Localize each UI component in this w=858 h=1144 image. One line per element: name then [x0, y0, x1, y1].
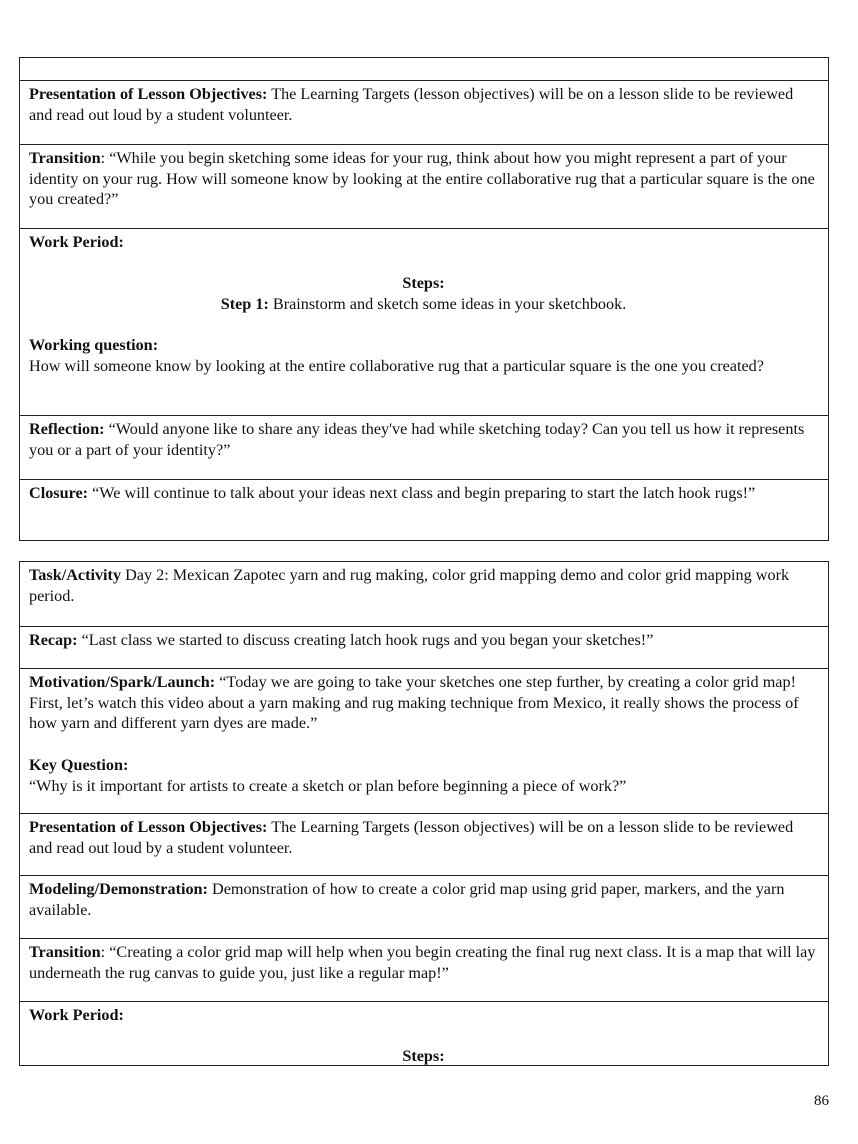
- step-label: Step 1:: [220, 295, 269, 314]
- steps-heading: Steps:: [402, 274, 445, 293]
- steps-heading: Steps:: [402, 1047, 445, 1066]
- row-label: Work Period:: [29, 233, 124, 251]
- row-label: Transition: [29, 943, 101, 961]
- day-text: Day 2: [121, 566, 165, 584]
- work-period-row: [20, 1001, 828, 1064]
- row-label: Work Period:: [29, 1006, 124, 1024]
- row-text: : Mexican Zapotec yarn and rug making, color grid mapping demo and color grid mapping work period.: [29, 566, 790, 605]
- transition-row: [20, 938, 828, 1001]
- working-question-text: How will someone know by looking at the entire collaborative rug that a particular square is the one you created?: [29, 357, 764, 376]
- recap-row: [20, 626, 828, 668]
- row-text: The Learning Targets (lesson objectives) will be on a lesson slide to be reviewed and read out loud by a student volunteer.: [29, 85, 794, 124]
- row-text: “Last class we started to discuss creating latch hook rugs and you began your sketches!”: [77, 631, 654, 649]
- row-text: “We will continue to talk about your ideas next class and begin preparing to start the latch hook rugs!”: [88, 484, 756, 502]
- row-label: Task/Activity: [29, 566, 122, 584]
- empty-header-row: [20, 58, 828, 80]
- row-label: Closure:: [29, 484, 89, 502]
- modeling-demonstration-row: [20, 875, 828, 938]
- key-question-text: “Why is it important for artists to create a sketch or plan before beginning a piece of work?”: [29, 776, 627, 795]
- page-number: 86: [814, 1093, 829, 1109]
- row-text: “Today we are going to take your sketches one step further, by creating a color grid map! First, let’s watch this video about a yarn making and rug making technique from Mexico, it really shows the process of how yarn and different yarn dyes are made.”: [29, 673, 799, 733]
- row-label: Recap:: [29, 631, 78, 649]
- closure-row: [20, 479, 828, 539]
- row-label: Presentation of Lesson Objectives:: [29, 818, 268, 836]
- key-question-label: Key Question:: [29, 755, 129, 774]
- lesson-table-day2: [19, 561, 829, 1066]
- row-label: Modeling/Demonstration:: [29, 880, 208, 898]
- step-text: Brainstorm and sketch some ideas in your sketchbook.: [268, 295, 627, 314]
- work-period-row: [20, 228, 828, 415]
- row-label: Transition: [29, 149, 101, 167]
- step-1: [29, 294, 818, 315]
- row-label: Reflection:: [29, 420, 105, 438]
- working-question-label: Working question:: [29, 336, 159, 355]
- row-text: : “While you begin sketching some ideas for your rug, think about how you might represent a part of your identity on your rug. How will someone know by looking at the entire collaborative rug that a particular square is the one you created?”: [29, 149, 815, 209]
- transition-row: [20, 144, 828, 228]
- motivation-row: [20, 668, 828, 813]
- lesson-table-day1: [19, 57, 829, 541]
- row-text: Demonstration of how to create a color grid map using grid paper, markers, and the yarn available.: [29, 880, 785, 919]
- row-text: : “Creating a color grid map will help when you begin creating the final rug next class. It is a map that will lay underneath the rug canvas to guide you, just like a regular map!”: [29, 943, 816, 982]
- row-label: Motivation/Spark/Launch:: [29, 673, 216, 691]
- row-text: The Learning Targets (lesson objectives) will be on a lesson slide to be reviewed and read out loud by a student volunteer.: [29, 818, 794, 857]
- reflection-row: [20, 415, 828, 479]
- row-label: Presentation of Lesson Objectives:: [29, 85, 268, 103]
- task-activity-row: [20, 562, 828, 626]
- presentation-objectives-row: [20, 813, 828, 875]
- presentation-objectives-row: [20, 80, 828, 144]
- row-text: “Would anyone like to share any ideas they've had while sketching today? Can you tell us how it represents you or a part of your identity?”: [29, 420, 805, 459]
